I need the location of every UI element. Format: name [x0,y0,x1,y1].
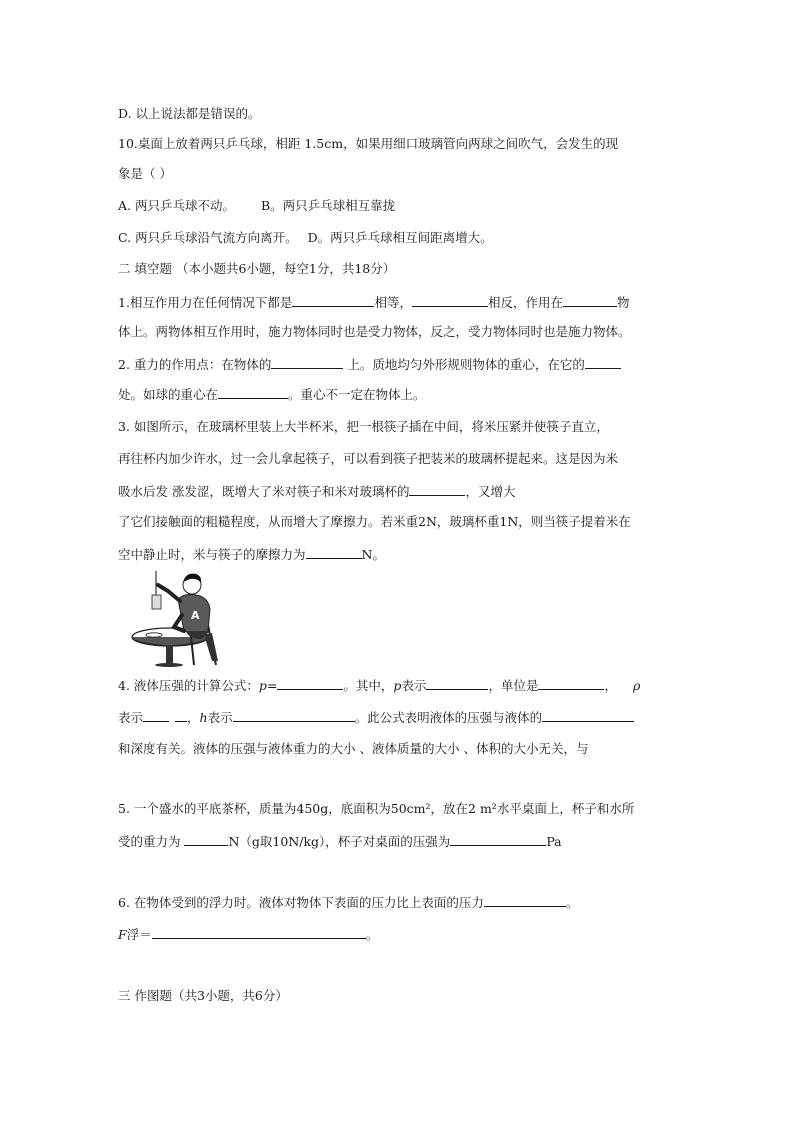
f4-blank-3[interactable] [538,677,604,690]
f4-h-symbol: h [199,710,208,725]
f6-blank-1[interactable] [484,894,566,907]
f6-end: 。 [365,927,379,942]
f4-text-c: 表示 [401,678,427,693]
shirt-letter: A [191,609,200,622]
f4-text-j: 。此公式表明液体的压强与液体的 [354,710,543,725]
f3-line5 [118,546,385,563]
f6-blank-2[interactable] [152,926,366,939]
f2-blank-3[interactable] [218,386,288,399]
section2-title: 二 填空题 （本小题共6小题，每空1分，共18分） [118,261,396,276]
f4-blank-6[interactable] [542,709,634,722]
f4-text-b: 。其中， [343,678,394,693]
f4-text-f: 表示 [118,710,144,725]
f4-p-symbol-2: p [393,678,402,693]
rice-chopstick-illustration [128,565,228,667]
f5-line1: 5. 一个盛水的平底茶杯，质量为450g，底面积为50cm²，放在2 m²水平桌面上，杯子和水所 [118,801,635,816]
q10-option-b: B。两只乒乓球相互靠拢 [260,198,396,213]
f6-line1 [118,894,578,911]
f4-eq: = [266,678,278,693]
f1-text-d: 物 [616,295,630,310]
f3-text-5b: N。 [361,547,385,562]
f6-line2 [118,926,378,943]
f5-text-a: 受的重力为 [118,834,185,849]
f4-text-d: ，单位是 [488,678,539,693]
f3-blank-1[interactable] [409,483,465,496]
f3-text-3a: 吸水后发 涨发涩，既增大了米对筷子和米对玻璃杯的 [118,484,410,499]
f6-fu: 浮＝ [126,927,152,942]
f4-text-e: ， [604,678,617,693]
f3-line1: 3. 如图所示，在玻璃杯里装上大半杯米，把一根筷子插在中间，将米压紧并使筷子直立， [118,419,609,434]
f2-line2 [118,386,426,403]
f1-text-c: 相反，作用在 [487,295,563,310]
f1-blank-1[interactable] [292,294,374,307]
f5-line2 [118,833,562,850]
f4-rho-symbol: ρ [632,678,641,693]
f3-line3 [118,483,516,500]
q10-options-cd [118,230,493,246]
q10-options-ab [118,198,395,214]
q10-option-a: A. 两只乒乓球不动。 [118,198,235,213]
f4-blank-4a[interactable] [143,709,169,722]
f1-text-a: 1.相互作用力在任何情况下都是 [118,295,293,310]
f3-text-5a: 空中静止时，米与筷子的摩擦力为 [118,547,306,562]
f3-blank-2[interactable] [306,546,362,559]
f3-text-3b: ，又增大 [465,484,516,499]
f6-f-symbol: F [118,927,127,942]
f2-line1 [118,356,621,373]
f4-blank-5[interactable] [233,709,355,722]
f4-blank-1[interactable] [277,677,343,690]
f4-line1 [118,677,640,694]
f1-blank-3[interactable] [563,294,617,307]
f3-line2: 再往杯内加少许水，过一会儿拿起筷子，可以看到筷子把装米的玻璃杯提起来。这是因为米 [118,451,619,466]
f1-blank-2[interactable] [412,294,488,307]
f4-line3: 和深度有关。液体的压强与液体重力的大小 、液体质量的大小 、体积的大小无关，与 [118,741,589,756]
f1-line2: 体上。两物体相互作用时，施力物体同时也是受力物体，反之，受力物体同时也是施力物体。 [118,324,631,339]
f2-blank-1[interactable] [271,356,343,369]
f5-blank-2[interactable] [450,833,546,846]
q9-option-d: D. 以上说法都是错误的。 [118,106,261,121]
f5-text-c: Pa [546,834,562,849]
f4-text-i: 表示 [207,710,233,725]
f4-p-symbol: p [258,678,267,693]
f6-text-end: 。 [565,895,579,910]
f4-line2 [118,709,634,726]
q10-option-c: C. 两只乒乓球沿气流方向离开。 [118,230,298,245]
f6-text-a: 6. 在物体受到的浮力时。液体对物体下表面的压力比上表面的压力 [118,895,484,910]
f1-line1 [118,294,629,311]
f4-text-g: ， [187,710,200,725]
f2-text-a: 2. 重力的作用点：在物体的 [118,357,272,372]
f5-text-b: N（g取10N/kg），杯子对桌面的压强为 [228,834,451,849]
f5-blank-1[interactable] [184,833,228,846]
f2-blank-2[interactable] [585,356,621,369]
f4-text-a: 4. 液体压强的计算公式： [118,678,259,693]
f1-text-b: 相等， [374,295,412,310]
f2-text-c: 处。如球的重心在 [118,387,219,402]
section3-title: 三 作图题（共3小题，共6分） [118,988,288,1003]
f4-blank-2[interactable] [426,677,488,690]
f4-blank-4b[interactable] [175,709,187,722]
f3-line4: 了它们接触面的粗糙程度，从而增大了摩擦力。若米重2N，玻璃杯重1N，则当筷子提着米在 [118,514,631,529]
q10-option-d: D。两只乒乓球相互间距离增大。 [307,230,493,245]
q10-stem-line1: 10.桌面上放着两只乒乓球，相距 1.5cm，如果用细口玻璃管向两球之间吹气，会发生的现 [118,136,619,151]
f2-text-b: 上。质地均匀外形规则物体的重心，在它的 [343,357,585,372]
f2-text-d: 。重心不一定在物体上。 [288,387,426,402]
q10-stem-line2: 象是（ ） [118,166,172,181]
